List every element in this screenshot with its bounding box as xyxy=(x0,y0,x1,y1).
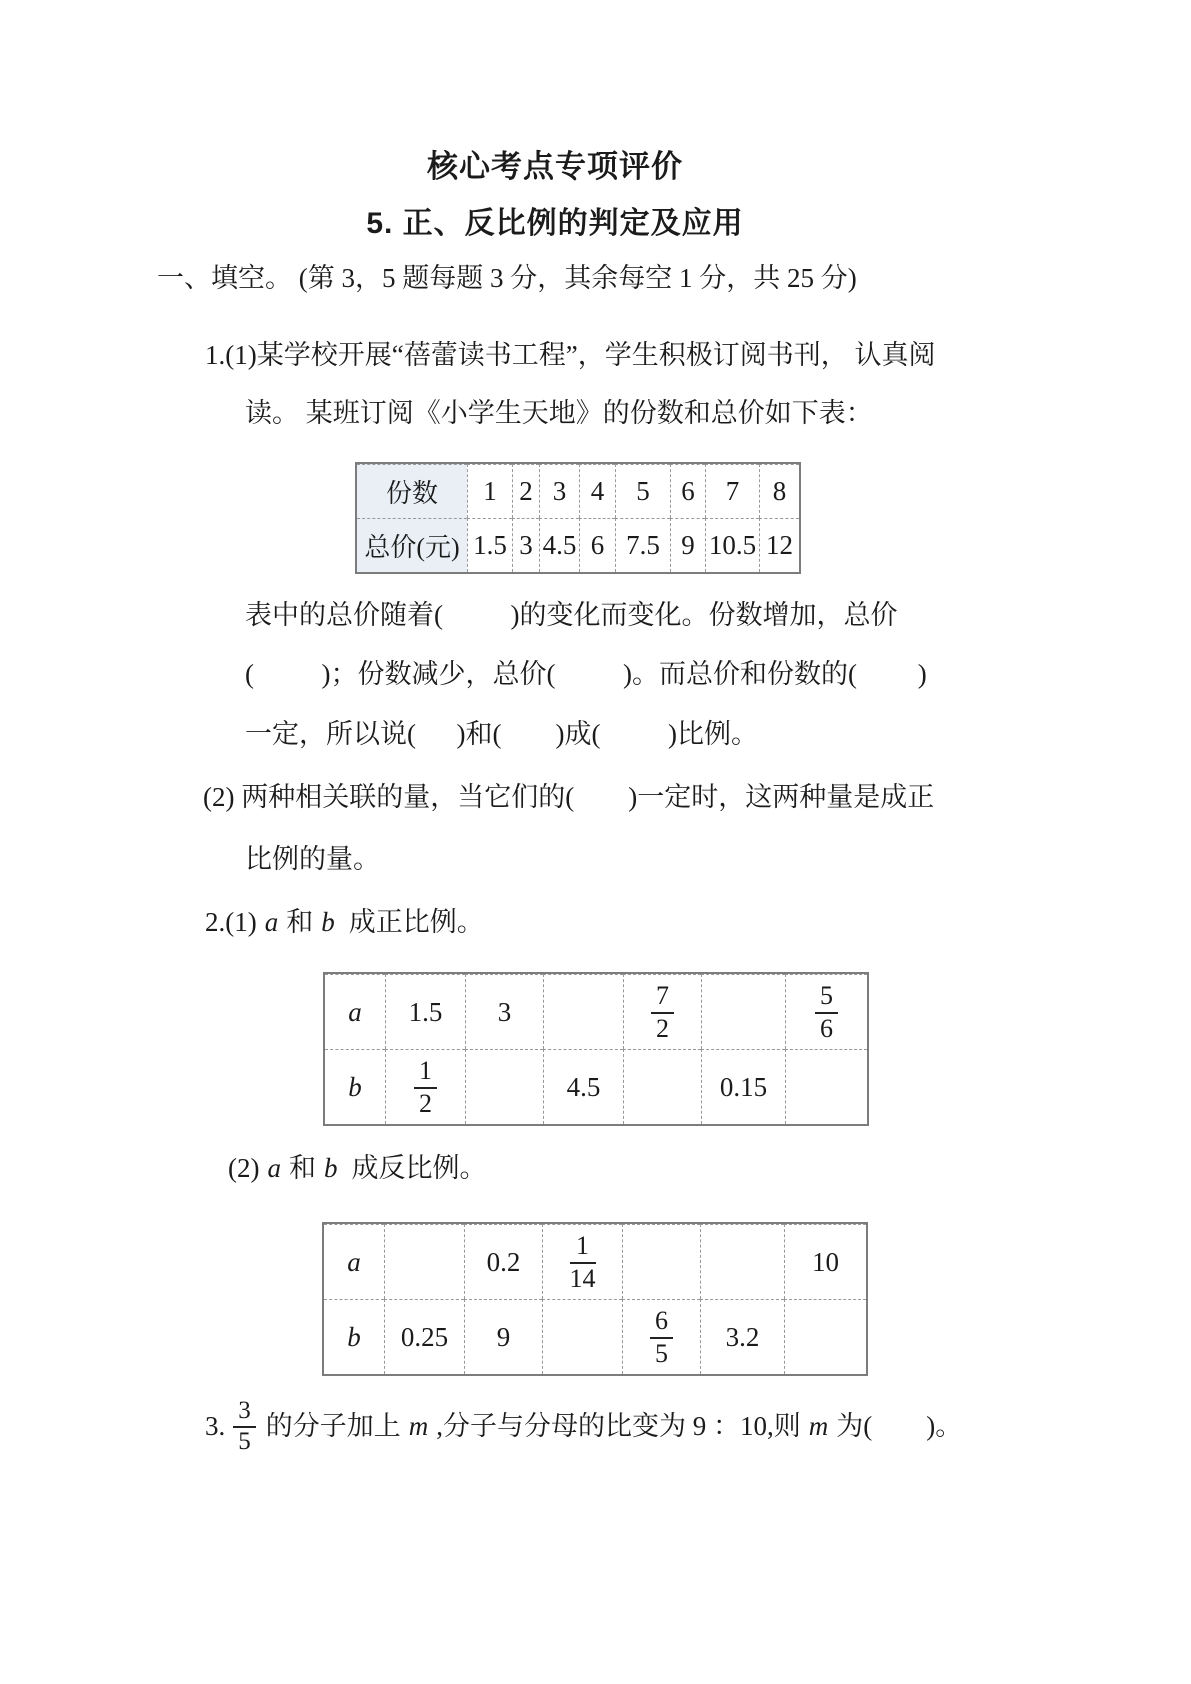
q2-part1-statement: 成正比例。 xyxy=(348,907,484,937)
page-subtitle: 5. 正、反比例的判定及应用 xyxy=(366,207,744,240)
q3-text-part1: 的分子加上 xyxy=(265,1410,401,1441)
value-cell xyxy=(542,1224,622,1299)
row-header-cell: b xyxy=(325,1049,385,1124)
fraction-numerator: 3 xyxy=(233,1398,256,1428)
blank-cell xyxy=(785,1049,867,1124)
q2-part2-statement: 成反比例。 xyxy=(351,1153,487,1183)
inverse-proportion-table xyxy=(322,1222,868,1376)
q1-part2-line1: (2) 两种相关联的量，当它们的( )一定时，这两种量是成正 xyxy=(203,782,935,812)
table-row xyxy=(357,464,799,518)
value-cell: 1.5 xyxy=(467,518,512,572)
value-cell: 7 xyxy=(705,464,759,518)
q1-fill-line1: 表中的总价随着( )的变化而变化。份数增加，总价 xyxy=(245,600,898,630)
row-header-cell: b xyxy=(324,1299,384,1374)
q1-fill-line3: 一定，所以说( )和( )成( )比例。 xyxy=(245,719,758,749)
value-cell: 5 xyxy=(615,464,670,518)
value-cell: 0.2 xyxy=(464,1224,542,1299)
value-cell: 4.5 xyxy=(543,1049,623,1124)
fraction-three-fifths xyxy=(233,1398,256,1456)
blank-cell xyxy=(542,1299,622,1374)
variable-a: a xyxy=(264,907,279,937)
variable-a: a xyxy=(267,1153,281,1183)
value-cell: 3 xyxy=(539,464,579,518)
section-1-header: 一、填空。 (第 3，5 题每题 3 分，其余每空 1 分，共 25 分) xyxy=(157,263,857,293)
value-cell xyxy=(385,1049,465,1124)
value-cell xyxy=(785,974,867,1049)
q2-part2-conjunction: 和 xyxy=(288,1153,316,1183)
table-row xyxy=(325,974,867,1049)
table-row xyxy=(324,1299,866,1374)
value-cell: 6 xyxy=(670,464,705,518)
q2-part2-number: (2) xyxy=(228,1153,260,1183)
value-cell: 1 xyxy=(467,464,512,518)
blank-cell xyxy=(700,1224,784,1299)
value-cell xyxy=(622,1299,700,1374)
fraction: $\frac{1}{2}$ xyxy=(414,1057,437,1117)
q3-text-part2: ,分子与分母的比变为 9 ：10,则 xyxy=(436,1410,801,1441)
row-header-cell: a xyxy=(325,974,385,1049)
q2-part2-label xyxy=(228,1152,486,1186)
table-row xyxy=(357,518,799,572)
variable-m: m xyxy=(808,1410,829,1441)
row-header-cell: 总价(元) xyxy=(357,518,467,572)
direct-proportion-table xyxy=(323,972,869,1126)
page-title: 核心考点专项评价 xyxy=(427,149,683,184)
blank-cell xyxy=(701,974,785,1049)
q1-fill-line2: ( )；份数减少，总价( )。而总价和份数的( ) xyxy=(245,659,927,689)
blank-cell xyxy=(784,1299,866,1374)
value-cell: 10.5 xyxy=(705,518,759,572)
variable-b: b xyxy=(323,1153,338,1183)
value-cell: 12 xyxy=(759,518,799,572)
row-header-cell: a xyxy=(324,1224,384,1299)
q2-part1-label xyxy=(205,906,484,940)
value-cell: 9 xyxy=(464,1299,542,1374)
fraction: $\frac{5}{6}$ xyxy=(815,982,838,1042)
value-cell: 10 xyxy=(784,1224,866,1299)
value-cell: 4 xyxy=(579,464,615,518)
q1-part1-text-line2: 读。 某班订阅《小学生天地》的份数和总价如下表： xyxy=(245,398,873,428)
q3-text-part3: 为( )。 xyxy=(836,1410,963,1441)
blank-cell xyxy=(465,1049,543,1124)
table-row xyxy=(325,1049,867,1124)
row-header-cell: 份数 xyxy=(357,464,467,518)
fraction-denominator: 5 xyxy=(238,1428,251,1456)
fraction: $\frac{6}{5}$ xyxy=(650,1307,673,1367)
q2-part1-conjunction: 和 xyxy=(286,907,314,937)
blank-cell xyxy=(622,1224,700,1299)
value-cell: 8 xyxy=(759,464,799,518)
value-cell xyxy=(623,974,701,1049)
value-cell: 7.5 xyxy=(615,518,670,572)
value-cell: 9 xyxy=(670,518,705,572)
fraction: $\frac{7}{2}$ xyxy=(651,982,674,1042)
variable-b: b xyxy=(321,907,335,937)
subscription-table xyxy=(355,462,801,574)
value-cell: 3 xyxy=(465,974,543,1049)
fraction: $\frac{1}{14}$ xyxy=(569,1231,596,1293)
table-row xyxy=(324,1224,866,1299)
value-cell: 0.15 xyxy=(701,1049,785,1124)
blank-cell xyxy=(543,974,623,1049)
q1-part2-line2: 比例的量。 xyxy=(245,844,380,874)
variable-m: m xyxy=(408,1410,429,1441)
value-cell: 3.2 xyxy=(700,1299,784,1374)
q2-part1-number: 2.(1) xyxy=(205,907,257,937)
value-cell: 4.5 xyxy=(539,518,579,572)
blank-cell xyxy=(623,1049,701,1124)
value-cell: 2 xyxy=(512,464,539,518)
value-cell: 6 xyxy=(579,518,615,572)
value-cell: 1.5 xyxy=(385,974,465,1049)
value-cell: 0.25 xyxy=(384,1299,464,1374)
value-cell: 3 xyxy=(512,518,539,572)
q3-text xyxy=(205,1398,962,1456)
blank-cell xyxy=(384,1224,464,1299)
q1-part1-text-line1: 1.(1)某学校开展“蓓蕾读书工程”，学生积极订阅书刊， 认真阅 xyxy=(205,340,936,370)
q3-number: 3. xyxy=(205,1410,226,1441)
